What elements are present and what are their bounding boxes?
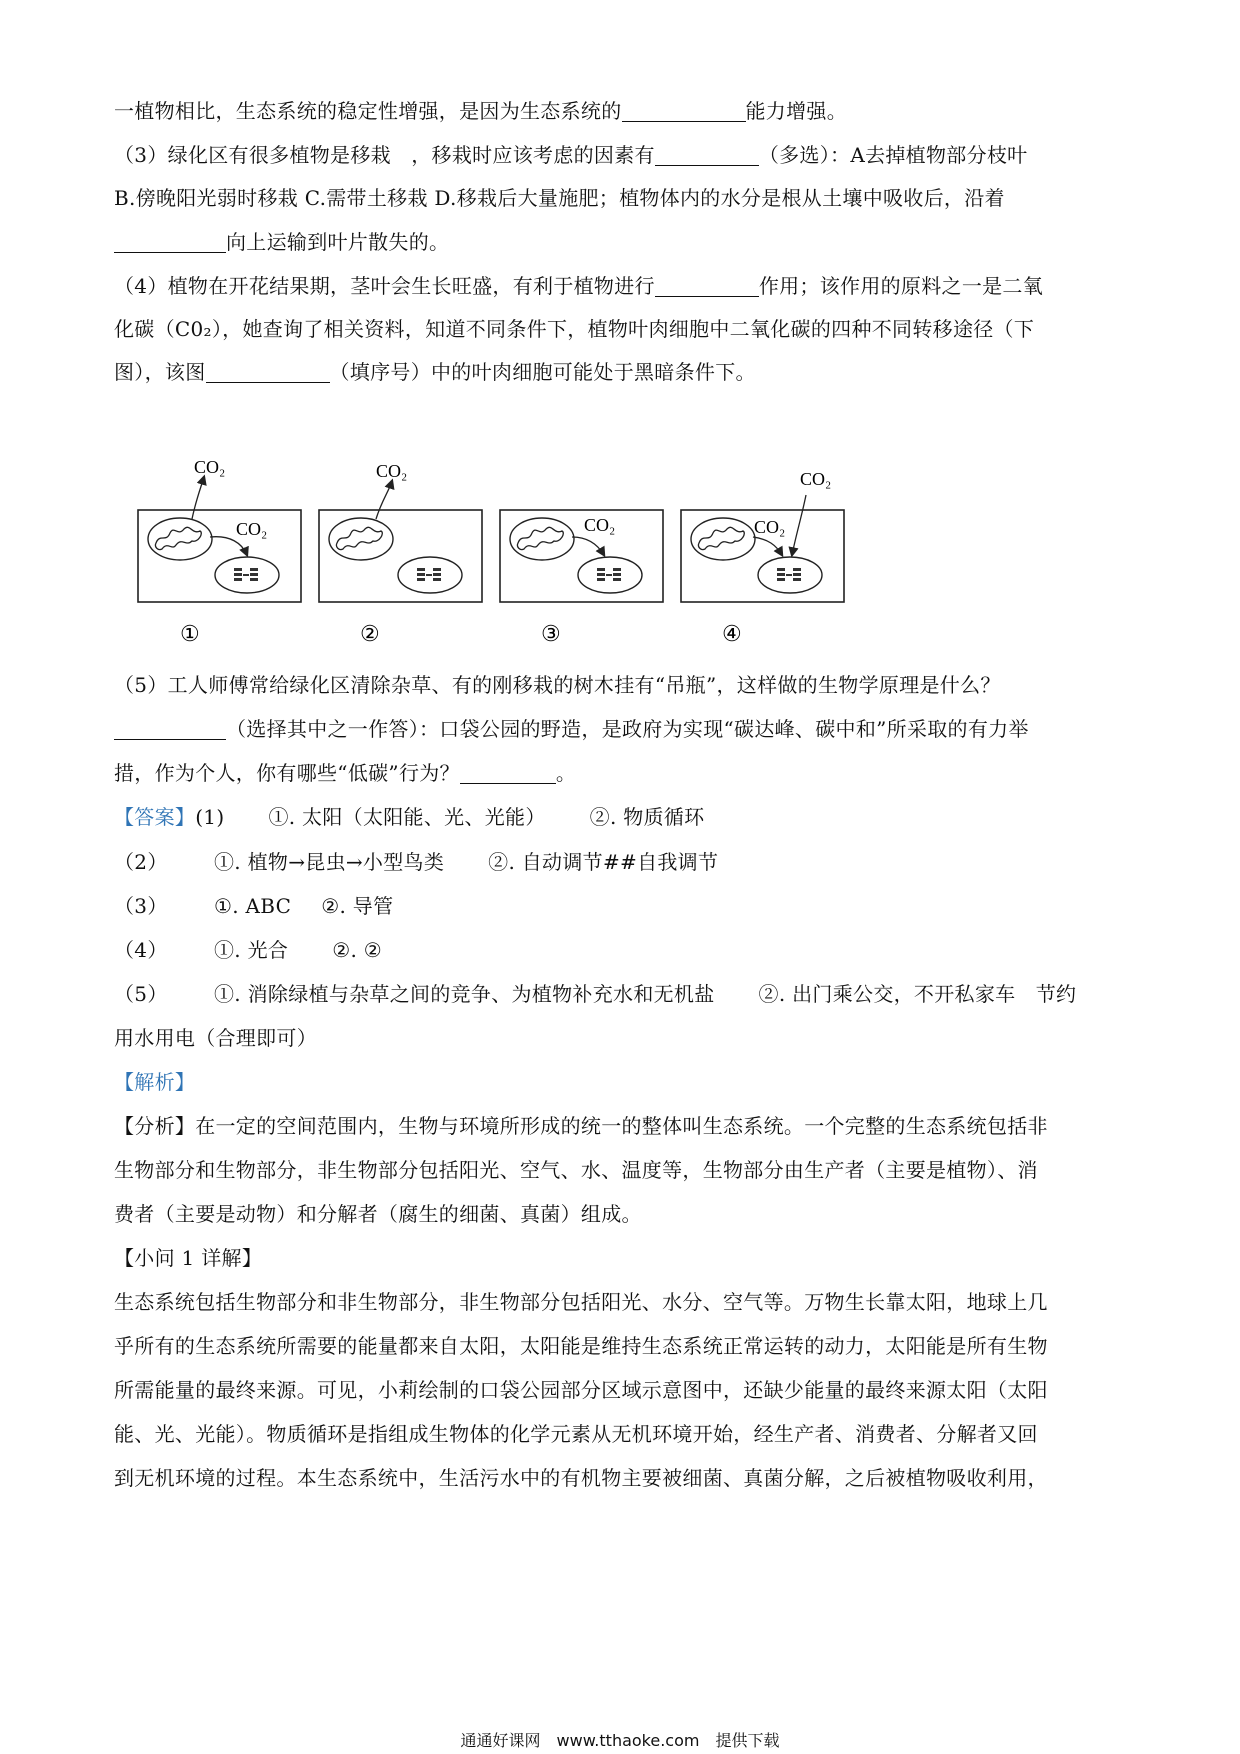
analysis-line: 【分析】在一定的空间范围内，生物与环境所形成的统一的整体叫生态系统。一个完整的生态系统包括非 [114, 1114, 1048, 1138]
question-line: （5）工人师傅常给绿化区清除杂草、有的刚移栽的树木挂有“吊瓶”，这样做的生物学原理是什么？ [114, 673, 1001, 697]
co2-label: CO₂ [800, 469, 832, 489]
panel-number: ④ [722, 621, 742, 646]
analysis-line: 到无机环境的过程。本生态系统中，生活污水中的有机物主要被细菌、真菌分解，之后被植物吸收利用， [114, 1466, 1048, 1490]
answer-blank [460, 763, 556, 784]
question-line: 向上运输到叶片散失的。 [114, 228, 1134, 256]
pathway-panel-3 [500, 510, 663, 602]
pathway-panel-1 [138, 457, 301, 602]
question-line: （3）绿化区有很多植物是移栽 ，移栽时应该考虑的因素有 （多选）：A去掉植物部分枝叶 [114, 143, 1028, 167]
page-footer: 通通好课网 www.tthaoke.com 提供下载 [460, 1731, 780, 1750]
analysis-line: 乎所有的生态系统所需要的能量都来自太阳，太阳能是维持生态系统正常运转的动力，太阳能是所有生物 [114, 1334, 1048, 1358]
analysis-line: 能、光、光能）。物质循环是指组成生物体的化学元素从无机环境开始，经生产者、消费者、分解者又回 [114, 1422, 1038, 1446]
answer-blank [114, 232, 226, 253]
question-line: （选择其中之一作答）：口袋公园的野造，是政府为实现“碳达峰、碳中和”所采取的有力举 [114, 715, 1134, 743]
answer-line: （5） ①. 消除绿植与杂草之间的竞争、为植物补充水和无机盐 ②. 出门乘公交，不开私家车 节约 [114, 982, 1077, 1006]
question-line: 一植物相比，生态系统的稳定性增强，是因为生态系统的 能力增强。 [114, 99, 847, 123]
question-line: 措，作为个人，你有哪些“低碳”行为？ 。 [114, 761, 577, 785]
pathway-panel-2 [319, 461, 482, 602]
analysis-line: 所需能量的最终来源。可见，小莉绘制的口袋公园部分区域示意图中，还缺少能量的最终来源太阳（太阳 [114, 1378, 1048, 1402]
co2-label: CO₂ [236, 519, 268, 539]
question-line: B.傍晚阳光弱时移栽 C.需带土移栽 D.移栽后大量施肥；植物体内的水分是根从土壤中吸收后，沿着 [114, 186, 1005, 210]
question-line: 图），该图 （填序号）中的叶肉细胞可能处于黑暗条件下。 [114, 360, 756, 384]
answer-blank [622, 101, 746, 122]
panel-number: ③ [541, 621, 561, 646]
answer-line: （2） ①. 植物→昆虫→小型鸟类 ②. 自动调节##自我调节 [114, 850, 719, 874]
co2-label: CO₂ [754, 517, 786, 537]
answer-blank [114, 719, 226, 740]
analysis-line: 生态系统包括生物部分和非生物部分，非生物部分包括阳光、水分、空气等。万物生长靠太阳，地球上几 [114, 1290, 1048, 1314]
panel-number: ② [360, 621, 380, 646]
analysis-line: 生物部分和生物部分，非生物部分包括阳光、空气、水、温度等，生物部分由生产者（主要是植物）、消 [114, 1158, 1038, 1182]
pathway-panel-4 [681, 469, 844, 602]
answer-line: （4） ①. 光合 ②. ② [114, 938, 382, 962]
answer-line: （3） ①. ABC ②. 导管 [114, 894, 394, 918]
answer-blank [206, 362, 330, 383]
analysis-line: 费者（主要是动物）和分解者（腐生的细菌、真菌）组成。 [114, 1202, 642, 1226]
answer-line: 用水用电（合理即可） [114, 1026, 317, 1050]
co2-label: CO₂ [194, 457, 226, 477]
subquestion-heading: 【小问 1 详解】 [114, 1246, 263, 1270]
answer-blank [655, 145, 759, 166]
co2-pathway-figure [130, 455, 950, 665]
co2-label: CO₂ [376, 461, 408, 481]
question-line: 化碳（C0₂），她查询了相关资料，知道不同条件下，植物叶肉细胞中二氧化碳的四种不同转移途径（下 [114, 317, 1035, 341]
analysis-tag: 【解析】 [114, 1070, 196, 1094]
answer-tag: 【答案】 [114, 805, 196, 829]
question-line: （4）植物在开花结果期，茎叶会生长旺盛，有利于植物进行 作用；该作用的原料之一是二氧 [114, 274, 1044, 298]
answer-line: 【答案】(1) ①. 太阳（太阳能、光、光能） ②. 物质循环 [114, 805, 705, 829]
panel-number: ① [180, 621, 200, 646]
co2-label: CO₂ [584, 515, 616, 535]
answer-blank [655, 276, 759, 297]
